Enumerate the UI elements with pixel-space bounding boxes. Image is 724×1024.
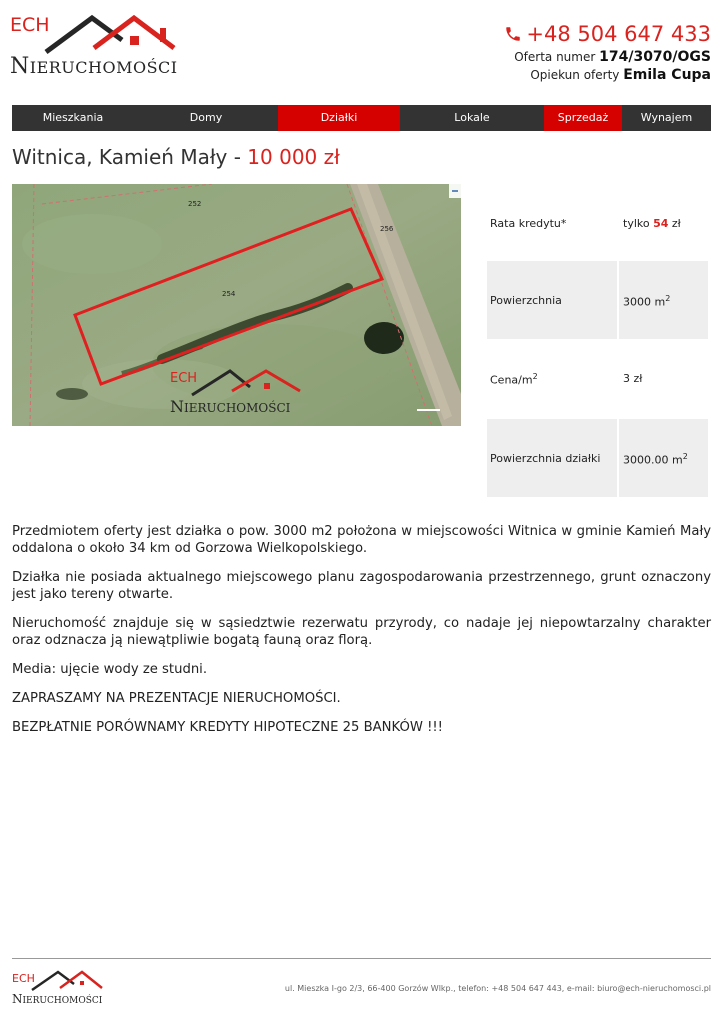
footer-address: ul. Mieszka I-go 2/3, 66-400 Gorzów Wlkp., telefon: +48 504 647 443, e-mail: biuro@ech-nieruchomosci.pl <box>284 984 711 993</box>
description-paragraph: ZAPRASZAMY NA PREZENTACJE NIERUCHOMOŚCI. <box>12 691 341 706</box>
property-map[interactable] <box>12 184 461 426</box>
description-paragraph: Nieruchomość znajduje się w sąsiedztwie rezerwatu przyrody, co nadaje jej niepowtarzalny charakter oraz odznacza ją niewątpliwie bogatą fauną oraz florą. <box>12 616 711 648</box>
offer-number-line: Oferta numer 174/3070/OGS <box>514 49 711 65</box>
footer-divider <box>12 958 711 959</box>
logo-ech-text: ECH <box>10 14 50 36</box>
nav-item-mieszkania[interactable]: Mieszkania <box>42 111 104 124</box>
parcel-label-252: 252 <box>188 200 202 208</box>
offer-number: 174/3070/OGS <box>599 49 711 65</box>
plot-area-value: 3000.00 $m^2$ <box>617 419 708 497</box>
price-m2-value: 3 zł <box>617 339 708 419</box>
logo-name-text: NIERUCHOMOŚCI <box>10 54 178 79</box>
title-price: 10 000 zł <box>247 145 340 169</box>
page-title <box>12 145 340 169</box>
phone-icon <box>504 25 522 43</box>
title-location: Witnica, Kamień Mały - <box>12 145 248 169</box>
contact-block <box>504 20 711 84</box>
rata-value: tylko 54 zł <box>617 184 708 261</box>
description-paragraph: Media: ujęcie wody ze studni. <box>12 662 208 677</box>
detail-row-rata <box>487 184 708 261</box>
offer-keeper-line: Opiekun oferty Emila Cupa <box>530 67 711 83</box>
description-paragraph: BEZPŁATNIE PORÓWNAMY KREDYTY HIPOTECZNE 25 BANKÓW !!! <box>12 720 443 735</box>
nav-item-lokale[interactable]: Lokale <box>454 111 490 124</box>
site-logo[interactable] <box>10 10 190 80</box>
property-description <box>12 523 711 748</box>
map-watermark-logo: ECH NIERUCHOMOŚCI <box>170 369 310 421</box>
footer-logo[interactable]: ECH NIERUCHOMOŚCI <box>12 968 112 1012</box>
parcel-label-254: 254 <box>222 290 236 298</box>
nav-item-dzialki[interactable]: Działki <box>278 105 400 131</box>
detail-row-area <box>487 261 708 339</box>
detail-row-price-m2 <box>487 339 708 419</box>
plot-area-label: Powierzchnia działki <box>487 419 617 497</box>
nav-item-sprzedaz[interactable]: Sprzedaż <box>544 105 622 131</box>
detail-row-plot-area <box>487 419 708 497</box>
phone-number[interactable]: +48 504 647 433 <box>504 20 711 48</box>
area-label: Powierzchnia <box>487 261 617 339</box>
main-nav <box>12 105 711 131</box>
description-paragraph: Przedmiotem oferty jest działka o pow. 3000 m2 położona w miejscowości Witnica w gminie Kamień Mały oddalona o około 34 km od Gorzowa Wielkopolskiego. <box>12 524 711 556</box>
price-m2-label: Cena/$m^2$ <box>490 372 538 387</box>
description-paragraph: Działka nie posiada aktualnego miejscowego planu zagospodarowania przestrzennego, grunt oznaczony jest jako tereny otwarte. <box>12 570 711 602</box>
parcel-label-256: 256 <box>380 225 394 233</box>
rata-label: Rata kredytu* <box>490 217 567 230</box>
area-value: 3000 $m^2$ <box>617 261 708 339</box>
nav-item-wynajem[interactable]: Wynajem <box>640 111 693 124</box>
offer-keeper-name: Emila Cupa <box>623 67 711 83</box>
nav-item-domy[interactable]: Domy <box>189 111 223 124</box>
